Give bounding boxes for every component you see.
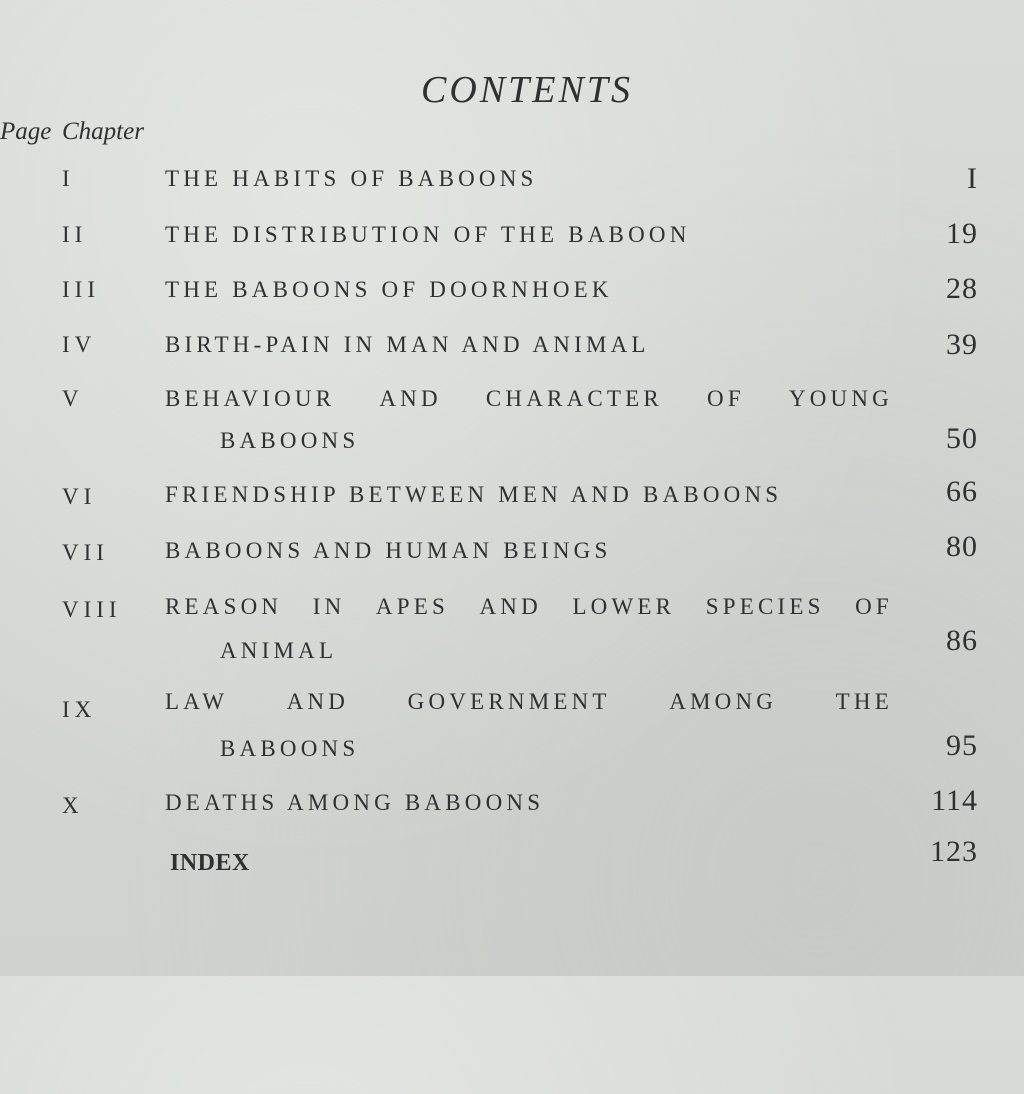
page-number: 28 <box>946 272 978 305</box>
chapter-title-continued: ANIMAL <box>220 638 338 663</box>
page-number: 50 <box>946 422 978 455</box>
chapter-title-continued: BABOONS <box>220 736 360 761</box>
page-number: 39 <box>946 328 978 361</box>
title-word: BEHAVIOUR <box>165 386 336 411</box>
chapter-title: BABOONS AND HUMAN BEINGS <box>165 538 612 563</box>
chapter-number: IV <box>62 332 97 357</box>
page-title: CONTENTS <box>421 69 633 111</box>
title-word: LOWER <box>572 594 676 619</box>
chapter-number: I <box>62 166 75 191</box>
chapter-number: IX <box>62 697 97 722</box>
title-word: YOUNG <box>788 386 893 411</box>
title-word: OF <box>707 386 745 411</box>
title-word: GOVERNMENT <box>407 689 611 714</box>
chapter-title: THE DISTRIBUTION OF THE BABOON <box>165 222 691 247</box>
title-word: CHARACTER <box>485 386 663 411</box>
title-word: AND <box>479 594 542 619</box>
chapter-title: BIRTH-PAIN IN MAN AND ANIMAL <box>165 332 650 357</box>
page-number: 66 <box>946 475 978 508</box>
title-word: AND <box>286 689 350 714</box>
chapter-title <box>165 386 893 412</box>
title-word: SPECIES <box>705 594 825 619</box>
page-number: 95 <box>946 729 978 762</box>
chapter-number: VI <box>62 484 97 509</box>
chapter-title <box>165 689 893 715</box>
chapter-title: THE BABOONS OF DOORNHOEK <box>165 277 613 302</box>
chapter-title <box>165 594 893 620</box>
page-column-header: Page <box>0 118 52 145</box>
title-word: LAW <box>165 689 229 714</box>
page-number: I <box>967 162 978 195</box>
chapter-number: III <box>62 277 100 302</box>
chapter-number: II <box>62 222 88 247</box>
title-word: APES <box>375 594 449 619</box>
page-number: 19 <box>946 217 978 250</box>
title-word: AND <box>379 386 442 411</box>
chapter-number: VIII <box>62 597 122 622</box>
chapter-title: DEATHS AMONG BABOONS <box>165 790 545 815</box>
page-number: 80 <box>946 530 978 563</box>
page-number: 114 <box>931 784 978 817</box>
page-number: 123 <box>930 835 978 868</box>
chapter-number: V <box>62 386 84 411</box>
chapter-title-continued: BABOONS <box>220 428 360 453</box>
title-word: AMONG <box>669 689 778 714</box>
chapter-title: THE HABITS OF BABOONS <box>165 166 538 191</box>
title-word: OF <box>855 594 893 619</box>
index-label: INDEX <box>170 850 250 876</box>
chapter-number: VII <box>62 540 109 565</box>
title-word: REASON <box>165 594 283 619</box>
chapter-title: FRIENDSHIP BETWEEN MEN AND BABOONS <box>165 482 783 507</box>
chapter-column-header: Chapter <box>62 118 144 145</box>
page-number: 86 <box>946 624 978 657</box>
chapter-number: X <box>62 793 84 818</box>
title-word: THE <box>835 689 893 714</box>
title-word: IN <box>312 594 346 619</box>
